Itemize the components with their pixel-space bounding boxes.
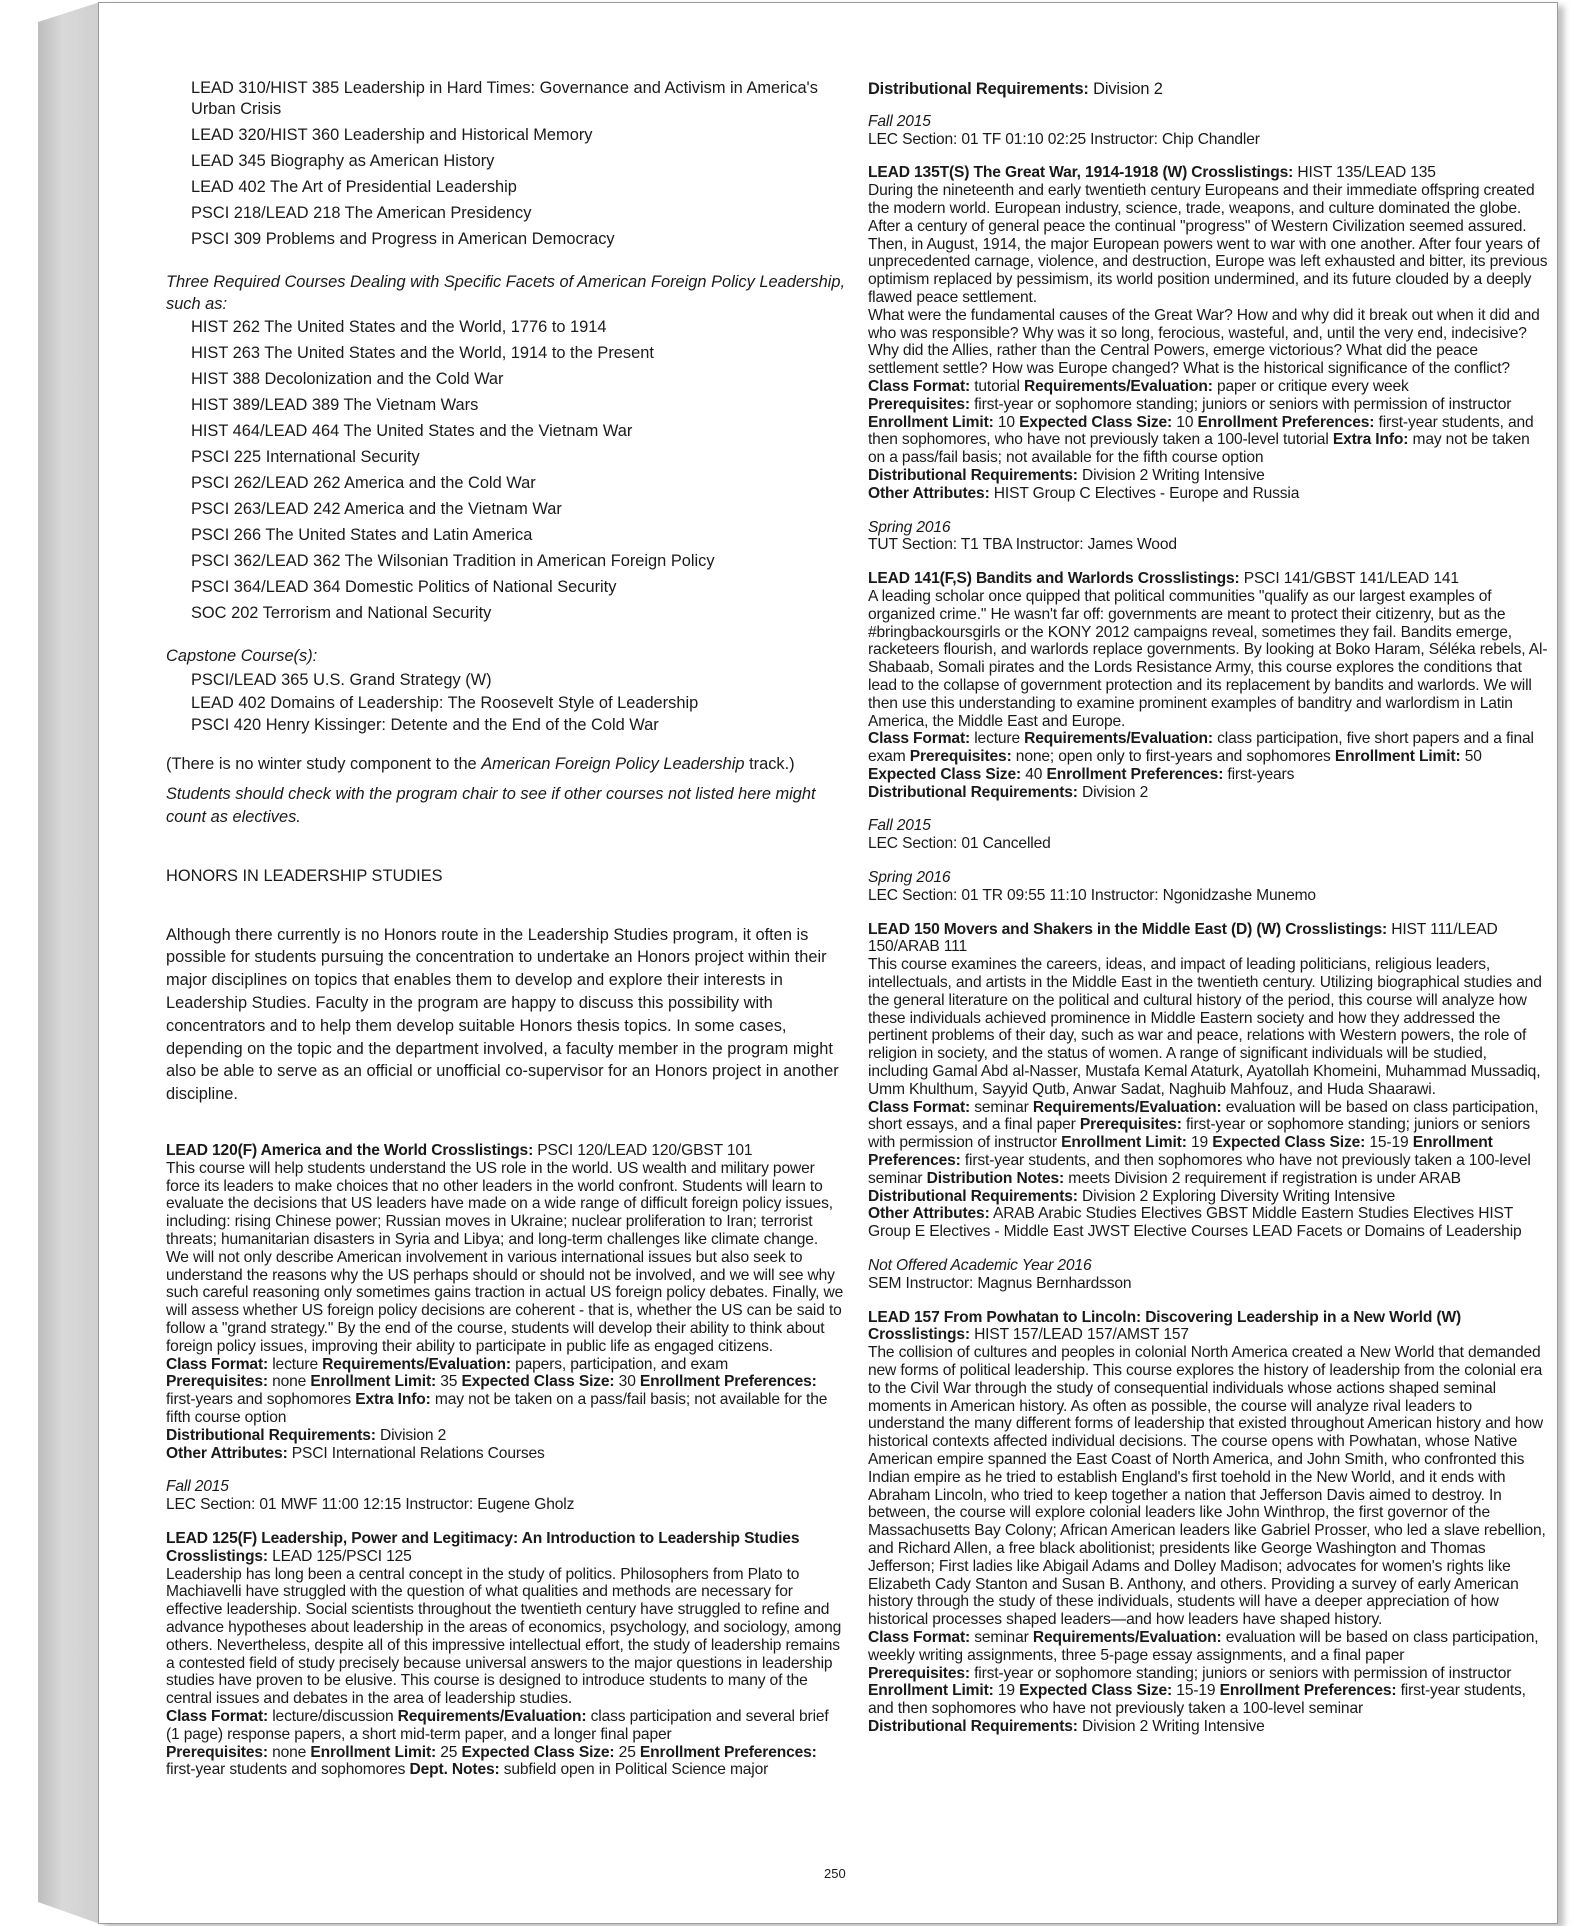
field-label: Class Format: (166, 1355, 269, 1373)
course-description: Leadership has long been a central concept in the study of politics. Philosophers from Plato to Machiavelli have struggled with the question of what qualities and methods are necessary for effective leadership. Social scientists throughout the twentieth century have struggled to refine and advance hypotheses about leadership in the areas of economics, psychology, and sociology, among others. Nevertheless, despite all of this impressive intellectual effort, the study of leadership remains a contested field of study precisely because universal answers to the major questions in leadership studies have proven to be elusive. This course is designed to introduce students to many of the central issues and debates in the area of leadership studies. (166, 1565, 842, 1708)
section-info: LEC Section: 01 MWF 11:00 12:15 Instructor: Eugene Gholz (166, 1496, 575, 1514)
list-item: PSCI 420 Henry Kissinger: Detente and the End of the Cold War (191, 716, 659, 734)
course-entry-lead141 (868, 570, 1550, 905)
field-value: lecture (268, 1355, 323, 1373)
field-label: Class Format: (868, 1628, 971, 1646)
field-label: Expected Class Size: (868, 765, 1022, 783)
field-label: Expected Class Size: (461, 1743, 615, 1761)
list-item: LEAD 310/HIST 385 Leadership in Hard Times: Governance and Activism in America's Urban Crisis (191, 79, 818, 118)
field-value: first-year or sophomore standing; juniors or seniors with permission of instructor (969, 1664, 1512, 1682)
field-label: Other Attributes: (868, 484, 990, 502)
field-value: PSCI International Relations Courses (287, 1444, 545, 1462)
section-info: LEC Section: 01 TR 09:55 11:10 Instructor: Ngonidzashe Munemo (868, 886, 1316, 904)
field-label: Prerequisites: (166, 1373, 268, 1391)
field-label: Enrollment Limit: (868, 1682, 994, 1700)
field-value: Division 2 Writing Intensive (1077, 1717, 1265, 1735)
field-label: LEAD 150 Movers and Shakers in the Middle East (D) (W) Crosslistings: (868, 920, 1388, 938)
field-label: Other Attributes: (166, 1444, 288, 1462)
list-item: HIST 389/LEAD 389 The Vietnam Wars (191, 396, 479, 414)
field-label: LEAD 135T(S) The Great War, 1914-1918 (W) Crosslistings: (868, 164, 1294, 182)
field-value: first-year students and sophomores (166, 1761, 410, 1779)
field-value: class participation and several brief (1 page) response papers, a short mid-term paper, and a longer final paper (166, 1707, 829, 1743)
list-item: HIST 262 The United States and the World, 1776 to 1914 (191, 318, 607, 336)
field-label: Distributional Requirements: (166, 1426, 376, 1444)
field-label: Prerequisites: (868, 395, 970, 413)
course-entry-lead157 (868, 1309, 1550, 1736)
section-info: SEM Instructor: Magnus Bernhardsson (868, 1274, 1132, 1292)
field-label: Enrollment Preferences: (1046, 765, 1224, 783)
field-label: Crosslistings: (868, 1326, 970, 1344)
field-label: Expected Class Size: (461, 1373, 615, 1391)
field-label: Distributional Requirements: (868, 80, 1089, 98)
foreign-policy-heading: Three Required Courses Dealing with Specific Facets of American Foreign Policy Leadership, such as: (166, 273, 846, 313)
foreign-policy-course-list (166, 317, 846, 624)
field-label: Distributional Requirements: (868, 466, 1078, 484)
electives-note: Students should check with the program chair to see if other courses not listed here might count as electives. (166, 785, 816, 827)
list-item: PSCI 309 Problems and Progress in American Democracy (191, 230, 615, 248)
field-label: Enrollment Preferences: (1219, 1682, 1397, 1700)
field-value: American Foreign Policy Leadership (481, 754, 745, 773)
field-label: Enrollment Limit: (1334, 748, 1461, 766)
term-label: Not Offered Academic Year 2016 (868, 1257, 1092, 1275)
course-description: This course will help students understand the US role in the world. US wealth and military power force its leaders to make choices that no other leaders in the world confront. Students will learn to evaluate the decisions that US leaders have made on a wide range of difficult foreign policy issues, including: rising Chinese power; Russian moves in Ukraine; nuclear proliferation to Iran; terrorist threats; humanitarian disasters in Syria and Libya; and long-term challenges like climate change. (166, 1159, 833, 1249)
field-value: 15-19 (1365, 1134, 1413, 1152)
field-value: Division 2 (1088, 80, 1163, 98)
list-item: LEAD 345 Biography as American History (191, 152, 495, 170)
list-item: LEAD 402 Domains of Leadership: The Roosevelt Style of Leadership (191, 693, 699, 712)
list-item: LEAD 402 The Art of Presidential Leadership (191, 178, 517, 196)
field-value: PSCI 141/GBST 141/LEAD 141 (1239, 570, 1459, 588)
field-label: Expected Class Size: (1212, 1134, 1366, 1152)
field-value: may not be taken on a pass/fail basis; not available for the fifth course option (868, 431, 1530, 467)
field-value: Division 2 (375, 1426, 447, 1444)
honors-heading: HONORS IN LEADERSHIP STUDIES (166, 866, 443, 885)
field-label: Requirements/Evaluation: (1032, 1098, 1222, 1116)
field-label: Enrollment Preferences: (1197, 413, 1375, 431)
list-item: HIST 263 The United States and the World, 1914 to the Present (191, 344, 654, 362)
field-value: 19 (993, 1682, 1020, 1700)
list-item: PSCI 225 International Security (191, 448, 420, 466)
field-value: 25 (614, 1743, 640, 1761)
field-label: Prerequisites: (1079, 1116, 1182, 1134)
section-info: LEC Section: 01 TF 01:10 02:25 Instructor: Chip Chandler (868, 130, 1260, 148)
field-value: subfield open in Political Science major (499, 1761, 769, 1779)
course-entry-lead120 (166, 1142, 846, 1514)
course-description: What were the fundamental causes of the Great War? How and why did it break out when it did and who was responsible? Why was it so long, ferocious, wasteful, and, until the very end, indecisive? Why did the Allies, rather than the Central Powers, emerge victorious? What did the peace settlement settle? How was Europe changed? What is the historical significance of the conflict? (868, 306, 1540, 378)
field-label: Prerequisites: (166, 1743, 268, 1761)
field-value: 10 (1172, 413, 1198, 431)
field-label: Enrollment Limit: (310, 1743, 437, 1761)
field-value: papers, participation, and exam (510, 1355, 729, 1373)
field-label: Distributional Requirements: (868, 1187, 1078, 1205)
book-spine-edge (38, 2, 100, 1924)
field-label: Requirements/Evaluation: (397, 1707, 587, 1725)
field-label: Requirements/Evaluation: (322, 1355, 511, 1373)
field-value: seminar (970, 1098, 1033, 1116)
field-label: Enrollment Preferences: (639, 1373, 817, 1391)
list-item: LEAD 320/HIST 360 Leadership and Historical Memory (191, 126, 593, 144)
field-label: Distribution Notes: (926, 1169, 1065, 1187)
field-label: Class Format: (868, 1098, 971, 1116)
section-info: LEC Section: 01 Cancelled (868, 835, 1051, 853)
field-value: class participation, five short papers and a final exam (868, 730, 1534, 766)
course-entry-lead135 (868, 164, 1550, 554)
field-label: Prerequisites: (868, 1664, 970, 1682)
field-label: LEAD 125(F) Leadership, Power and Legitimacy: An Introduction to Leadership Studies (166, 1530, 800, 1547)
field-value: evaluation will be based on class participation, short essays, and a final paper (868, 1098, 1539, 1134)
field-value: 25 (436, 1743, 462, 1761)
field-label: Distributional Requirements: (868, 1717, 1078, 1735)
course-description: This course examines the careers, ideas, and impact of leading politicians, religious leaders, intellectuals, and artists in the Middle East in the twentieth century. Utilizing biographical studies and the general literature on the political and cultural history of the period, this course will analyze how these individuals achieved prominence in Middle Eastern society and how they addressed the pertinent problems of their day, such as war and peace, relations with Western powers, the role of religion in society, and the status of women. A range of significant individuals will be studied, including Gamal Abd al-Nasser, Mustafa Kemal Ataturk, Ayatollah Khomeini, Muhammad Mussadiq, Umm Khulthum, Sayyid Qutb, Anwar Sadat, Naghuib Mahfouz, and Huda Shaarawi. (868, 956, 1542, 1098)
field-value: first-year or sophomore standing; juniors or seniors with permission of instructor (969, 395, 1512, 413)
field-value: first-year or sophomore standing; juniors or seniors with permission of instructor (868, 1116, 1531, 1152)
field-value: 40 (1021, 765, 1047, 783)
field-value: HIST 157/LEAD 157/AMST 157 (969, 1326, 1189, 1344)
field-value: 15-19 (1172, 1682, 1220, 1700)
field-value: first-years (1223, 765, 1295, 783)
term-label: Fall 2015 (166, 1478, 229, 1496)
list-item: PSCI 218/LEAD 218 The American Presidency (191, 204, 532, 222)
course-entry-lead150 (868, 921, 1550, 1293)
field-value: first-year students, and then sophomores who have not previously taken a 100-level seminar (868, 1682, 1526, 1718)
field-label: Expected Class Size: (1019, 1682, 1173, 1700)
field-label: Requirements/Evaluation: (1032, 1628, 1222, 1646)
field-value: first-year students, and then sophomores who have not previously taken a 100-level seminar (868, 1152, 1531, 1187)
field-value: tutorial (970, 377, 1025, 395)
list-item: PSCI/LEAD 365 U.S. Grand Strategy (W) (191, 671, 492, 689)
term-label: Spring 2016 (868, 518, 951, 536)
course-description: The collision of cultures and peoples in colonial North America created a New World that demanded new forms of political leadership. This course explores the history of leadership from the colonial era to the Civil War through the study of consequential individuals whose actions shaped seminal moments in American history. As often as possible, the course will analyze rival leaders to understand the many different forms of leadership that existed throughout American history and how historical contexts affected individual decisions. The course opens with Powhatan, whose Native American empire spanned the East Coast of North America, and John Smith, who confronted this Indian empire as he tried to establish England's first toehold in the New World, and it ends with Abraham Lincoln, who tried to keep together a nation that Jefferson Davis aimed to destroy. In between, the course will explore colonial leaders like John Winthrop, the first governor of the Massachusetts Bay Colony; African American leaders like Gabriel Prosser, who led a slave rebellion, and Richard Allen, a free black abolitionist; presidents like George Washington and Thomas Jefferson; First ladies like Abigail Adams and Dolley Madison; advocates for women's rights like Elizabeth Cady Stanton and Susan B. Anthony, and others. Providing a survey of early American history through the study of these individuals, students will have a deeper appreciation of how historical processes shaped leaders—and how leaders have shaped history. (868, 1344, 1546, 1629)
field-value: evaluation will be based on class participation, weekly writing assignments, three 5-page essay assignments, and a final paper (868, 1628, 1539, 1664)
field-value: HIST 111/LEAD 150/ARAB 111 (868, 920, 1498, 956)
field-label: Distributional Requirements: (868, 783, 1078, 801)
list-item: PSCI 262/LEAD 262 America and the Cold War (191, 474, 536, 492)
field-value: lecture (970, 730, 1025, 748)
list-item: PSCI 362/LEAD 362 The Wilsonian Tradition in American Foreign Policy (191, 552, 715, 570)
field-value: may not be taken on a pass/fail basis; not available for the fifth course option (166, 1391, 828, 1427)
field-value: HIST 135/LEAD 135 (1293, 164, 1436, 182)
left-column (166, 78, 846, 1779)
leadership-course-list (166, 78, 846, 250)
capstone-heading: Capstone Course(s): (166, 647, 318, 665)
course-description: We will not only describe American involvement in various international issues but also seek to understand the reasons why the US perhaps should or should not be involved, and we will see why such careful reasoning only sometimes gains traction in actual US foreign policy debates. Finally, we will assess whether US foreign policy decisions are coherent - that is, whether the US can be said to follow a "grand strategy." By the end of the course, students will develop their ability to think about foreign policy issues, improving their ability to participate in public life as engaged citizens. (166, 1248, 844, 1355)
field-value: none (267, 1373, 311, 1391)
course-description: A leading scholar once quipped that political communities "qualify as our largest examples of organized crime." He wasn't far off: governments are meant to protect their citizenry, but as the #bringbackoursgirls or the KONY 2012 campaigns reveal, sometimes they fail. Bandits emerge, racketeers flourish, and warlords replace governments. By looking at Boko Haram, Séléka rebels, Al-Shabaab, Somali pirates and the Lords Resistance Army, this course explores the conditions that lead to the collapse of government protection and its replacement by bandits and warlords. We will then use this understanding to examine prominent examples of banditry and warlordism in Latin America, the Middle East and Europe. (868, 587, 1548, 730)
field-label: Enrollment Limit: (310, 1373, 437, 1391)
field-value: meets Division 2 requirement if registration is under ARAB (1064, 1169, 1461, 1187)
field-value: ARAB Arabic Studies Electives GBST Middle Eastern Studies Electives HIST Group E Electives - Middle East JWST Elective Courses LEAD Facets or Domains of Leadership (868, 1205, 1522, 1241)
field-value: PSCI 120/LEAD 120/GBST 101 (533, 1142, 753, 1160)
field-label: Enrollment Limit: (1061, 1134, 1187, 1152)
field-value: seminar (970, 1628, 1033, 1646)
field-value: none; open only to first-years and sophomores (1011, 748, 1335, 766)
field-label: Enrollment Preferences: (639, 1743, 817, 1761)
field-value: Division 2 (1077, 783, 1149, 801)
list-item: SOC 202 Terrorism and National Security (191, 604, 492, 622)
field-label: Extra Info: (355, 1391, 431, 1409)
field-label: Class Format: (166, 1707, 269, 1725)
list-item: HIST 464/LEAD 464 The United States and the Vietnam War (191, 422, 633, 440)
field-value: first-year students, and then sophomores, who have not previously taken a 100-level tutorial (868, 413, 1534, 449)
page-number: 250 (824, 1866, 846, 1881)
honors-text: Although there currently is no Honors route in the Leadership Studies program, it often is possible for students pursuing the concentration to undertake an Honors project within their major disciplines on topics that enables them to develop and explore their interests in Leadership Studies. Faculty in the program are happy to discuss this possibility with concentrators and to help them develop suitable Honors thesis topics. In some cases, depending on the topic and the department involved, a faculty member in the program might also be able to serve as an official or unofficial co-supervisor for an Honors project in another discipline. (166, 925, 839, 1104)
field-value: (There is no winter study component to the (166, 754, 482, 773)
field-label: Requirements/Evaluation: (1024, 730, 1213, 748)
field-label: LEAD 157 From Powhatan to Lincoln: Discovering Leadership in a New World (W) (868, 1308, 1462, 1326)
course-entry-lead125 (166, 1530, 846, 1779)
field-value: Division 2 Exploring Diversity Writing Intensive (1077, 1187, 1396, 1205)
field-label: LEAD 120(F) America and the World Crosslistings: (166, 1142, 534, 1160)
term-label: Fall 2015 (868, 112, 931, 130)
term-label: Fall 2015 (868, 817, 931, 835)
field-label: Enrollment Preferences: (868, 1134, 1493, 1170)
term-label: Spring 2016 (868, 869, 951, 887)
field-label: Enrollment Limit: (868, 413, 994, 431)
right-column (868, 78, 1550, 1736)
field-label: Requirements/Evaluation: (1024, 377, 1213, 395)
field-label: Class Format: (868, 377, 971, 395)
list-item: PSCI 364/LEAD 364 Domestic Politics of National Security (191, 578, 617, 596)
field-value: lecture/discussion (268, 1707, 398, 1725)
course-description: During the nineteenth and early twentieth century Europeans and their immediate offspring created the modern world. European industry, science, trade, weapons, and culture dominated the globe. After a century of general peace the continual "progress" of Western Civilization seemed assured. Then, in August, 1914, the major European powers went to war with one another. After four years of unprecedented carnage, violence, and destruction, Europe was left exhausted and bitter, its previous optimism replaced by pessimism, its world position undermined, and its future clouded by a deeply flawed peace settlement. (868, 182, 1548, 306)
field-value: HIST Group C Electives - Europe and Russia (989, 484, 1300, 502)
field-label: Extra Info: (1332, 431, 1409, 449)
list-item: HIST 388 Decolonization and the Cold War (191, 370, 504, 388)
winter-study-note (166, 753, 846, 776)
field-label: Crosslistings: (166, 1547, 268, 1565)
field-value: first-years and sophomores (166, 1391, 356, 1409)
field-value: none (267, 1743, 311, 1761)
field-value: 35 (436, 1373, 462, 1391)
list-item: PSCI 266 The United States and Latin America (191, 526, 533, 544)
field-value: 19 (1186, 1134, 1213, 1152)
distributional-requirements (868, 78, 1550, 101)
section-info: TUT Section: T1 TBA Instructor: James Wood (868, 536, 1177, 554)
field-value: 50 (1460, 748, 1482, 766)
field-value: 10 (993, 413, 1020, 431)
field-value: LEAD 125/PSCI 125 (267, 1547, 412, 1565)
field-value: 30 (614, 1373, 640, 1391)
field-value: paper or critique every week (1212, 377, 1409, 395)
list-item: PSCI 263/LEAD 242 America and the Vietnam War (191, 500, 562, 518)
field-label: Other Attributes: (868, 1205, 990, 1223)
field-label: LEAD 141(F,S) Bandits and Warlords Crosslistings: (868, 570, 1240, 588)
field-label: Expected Class Size: (1019, 413, 1173, 431)
field-value: Division 2 Writing Intensive (1077, 466, 1265, 484)
field-label: Class Format: (868, 730, 971, 748)
field-label: Dept. Notes: (409, 1761, 500, 1779)
field-label: Prerequisites: (909, 748, 1012, 766)
field-value: track.) (744, 754, 795, 773)
